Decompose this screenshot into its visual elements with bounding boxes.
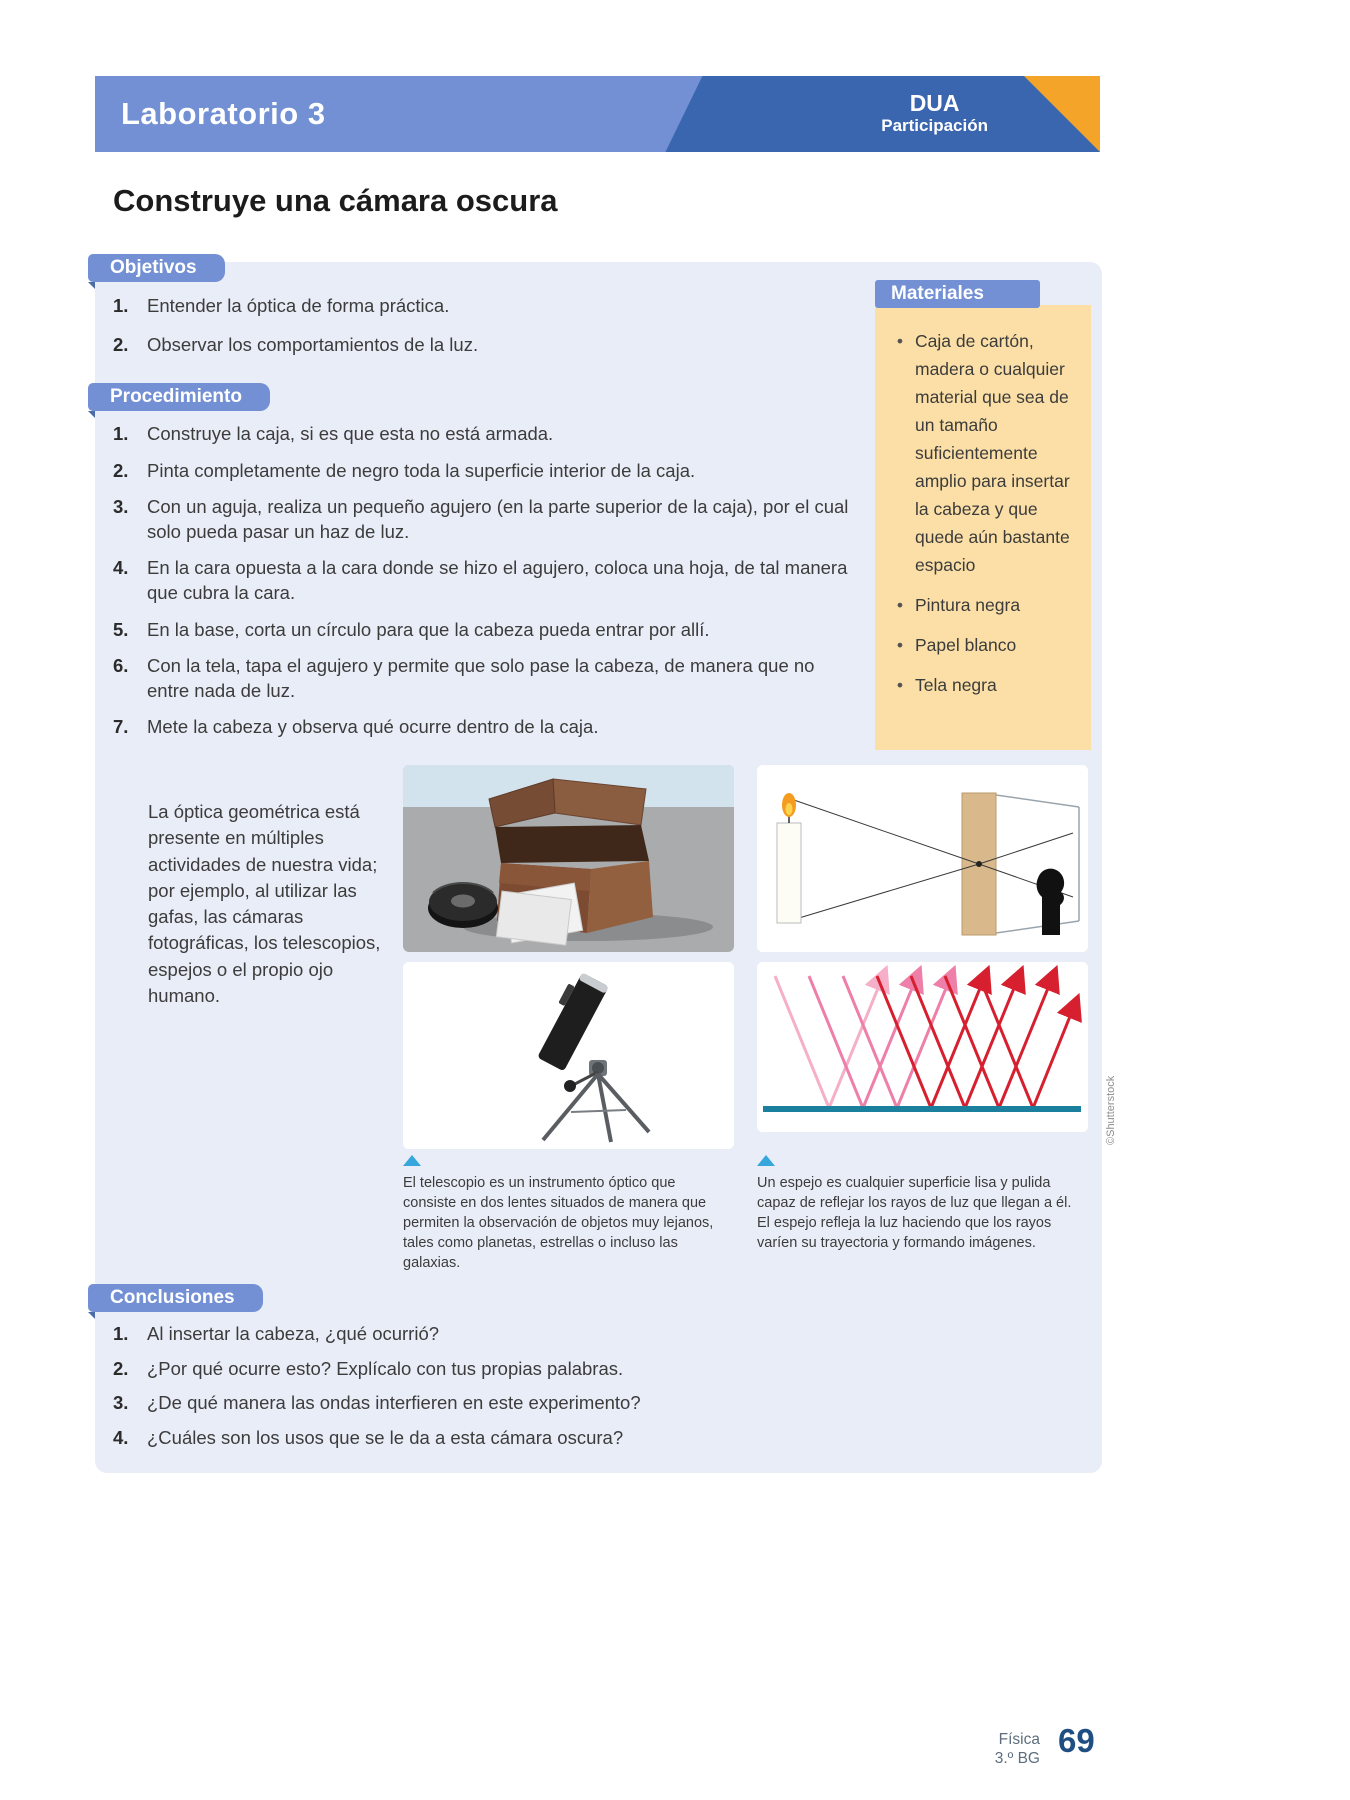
list-item [113, 333, 833, 358]
dua-badge [881, 91, 988, 137]
item-text: Papel blanco [915, 635, 1017, 655]
list-item [113, 715, 858, 740]
list-item [113, 422, 858, 447]
item-text: ¿De qué manera las ondas interfieren en este experimento? [147, 1392, 641, 1414]
figure-camera-obscura [757, 765, 1088, 952]
list-item [885, 327, 1071, 579]
objetivos-badge: Objetivos [88, 254, 225, 282]
item-text: Entender la óptica de forma práctica. [147, 295, 450, 316]
item-text: Al insertar la cabeza, ¿qué ocurrió? [147, 1323, 440, 1344]
item-number [113, 556, 147, 605]
item-text: Tela negra [915, 675, 997, 695]
conclusiones-badge: Conclusiones [88, 1284, 263, 1312]
cardboard-box-illustration [403, 765, 734, 952]
item-number [113, 294, 147, 319]
procedimiento-list [113, 422, 858, 740]
caption-text: Un espejo es cualquier superficie lisa y pulida capaz de reflejar los rayos de luz que llegan a él. El espejo refleja la luz haciendo que los rayos varíen su trayectoria y formando imágenes. [757, 1175, 1072, 1251]
list-item [113, 1357, 1013, 1382]
item-number [113, 1426, 147, 1451]
dua-sublabel: Participación [881, 116, 988, 136]
page-title: Construye una cámara oscura [113, 183, 558, 218]
conclusiones-list [113, 1322, 1013, 1450]
caption-text: El telescopio es un instrumento óptico que consiste en dos lentes situados de manera que permiten la observación de objetos muy lejanos, tales como planetas, estrellas o incluso las galaxias. [403, 1175, 714, 1271]
bullet-icon [885, 671, 915, 699]
item-text: Caja de cartón, madera o cualquier material que sea de un tamaño suficientemente amplio para insertar la cabeza y que quede aún bastante espacio [915, 331, 1070, 575]
footer-grade: 3.º BG [994, 1750, 1040, 1768]
footer-subject-name: Física [998, 1731, 1040, 1748]
item-number [113, 1357, 147, 1382]
item-number [113, 333, 147, 358]
figure-telescope [403, 962, 734, 1149]
item-text: Con un aguja, realiza un pequeño agujero (en la parte superior de la caja), por el cual solo pueda pasar un haz de luz. [147, 496, 849, 542]
item-text: Observar los comportamientos de la luz. [147, 333, 479, 355]
telescope-caption [403, 1155, 725, 1273]
header-dark-segment [638, 76, 1100, 152]
item-number [113, 654, 147, 703]
materiales-panel [875, 305, 1091, 750]
list-item [113, 495, 858, 544]
list-item [113, 1426, 1013, 1451]
item-text: ¿Por qué ocurre esto? Explícalo con tus propias palabras. [147, 1357, 624, 1379]
item-text: ¿Cuáles son los usos que se le da a esta cámara oscura? [147, 1426, 624, 1448]
list-item [113, 556, 858, 605]
caption-arrow-icon [757, 1155, 775, 1166]
list-item [113, 1322, 1013, 1347]
list-item [885, 671, 1071, 699]
camera-obscura-diagram [757, 765, 1088, 952]
item-text: Pinta completamente de negro toda la superficie interior de la caja. [147, 459, 696, 481]
lab-title: Laboratorio 3 [121, 96, 326, 131]
item-number [113, 618, 147, 643]
list-item [113, 618, 858, 643]
materiales-list [875, 305, 1091, 699]
dua-label: DUA [909, 90, 960, 117]
shutterstock-credit: ©Shutterstock [1105, 1075, 1117, 1145]
footer-subject [930, 1730, 1040, 1769]
bullet-icon [885, 327, 915, 579]
item-number [113, 422, 147, 447]
telescope-illustration [403, 962, 734, 1149]
mirror-reflection-diagram [757, 962, 1088, 1132]
item-number [113, 1391, 147, 1416]
list-item [113, 654, 858, 703]
item-number [113, 715, 147, 740]
item-text: Construye la caja, si es que esta no está armada. [147, 423, 554, 444]
item-text: En la cara opuesta a la cara donde se hizo el agujero, coloca una hoja, de tal manera que cubra la cara. [147, 557, 848, 603]
intro-paragraph: La óptica geométrica está presente en múltiples actividades de nuestra vida; por ejemplo, al utilizar las gafas, las cámaras fotográficas, los telescopios, espejos o el propio ojo humano. [148, 801, 381, 1006]
figure-cardboard-box [403, 765, 734, 952]
list-item [885, 591, 1071, 619]
materiales-header: Materiales [875, 280, 1040, 308]
item-text: Pintura negra [915, 595, 1021, 615]
procedimiento-badge: Procedimiento [88, 383, 270, 411]
item-number [113, 495, 147, 544]
item-number [113, 1322, 147, 1347]
header-bar [95, 76, 1100, 152]
item-text: Con la tela, tapa el agujero y permite que solo pase la cabeza, de manera que no entre nada de luz. [147, 655, 815, 701]
objetivos-list [113, 294, 833, 357]
figure-mirror-reflection [757, 962, 1088, 1132]
list-item [885, 631, 1071, 659]
list-item [113, 294, 833, 319]
list-item [113, 1391, 1013, 1416]
item-text: En la base, corta un círculo para que la cabeza pueda entrar por allí. [147, 618, 710, 640]
item-text: Mete la cabeza y observa qué ocurre dentro de la caja. [147, 716, 599, 738]
caption-arrow-icon [403, 1155, 421, 1166]
bullet-icon [885, 591, 915, 619]
item-number [113, 459, 147, 484]
mirror-caption [757, 1155, 1079, 1253]
list-item [113, 459, 858, 484]
page-number: 69 [1058, 1722, 1095, 1759]
bullet-icon [885, 631, 915, 659]
